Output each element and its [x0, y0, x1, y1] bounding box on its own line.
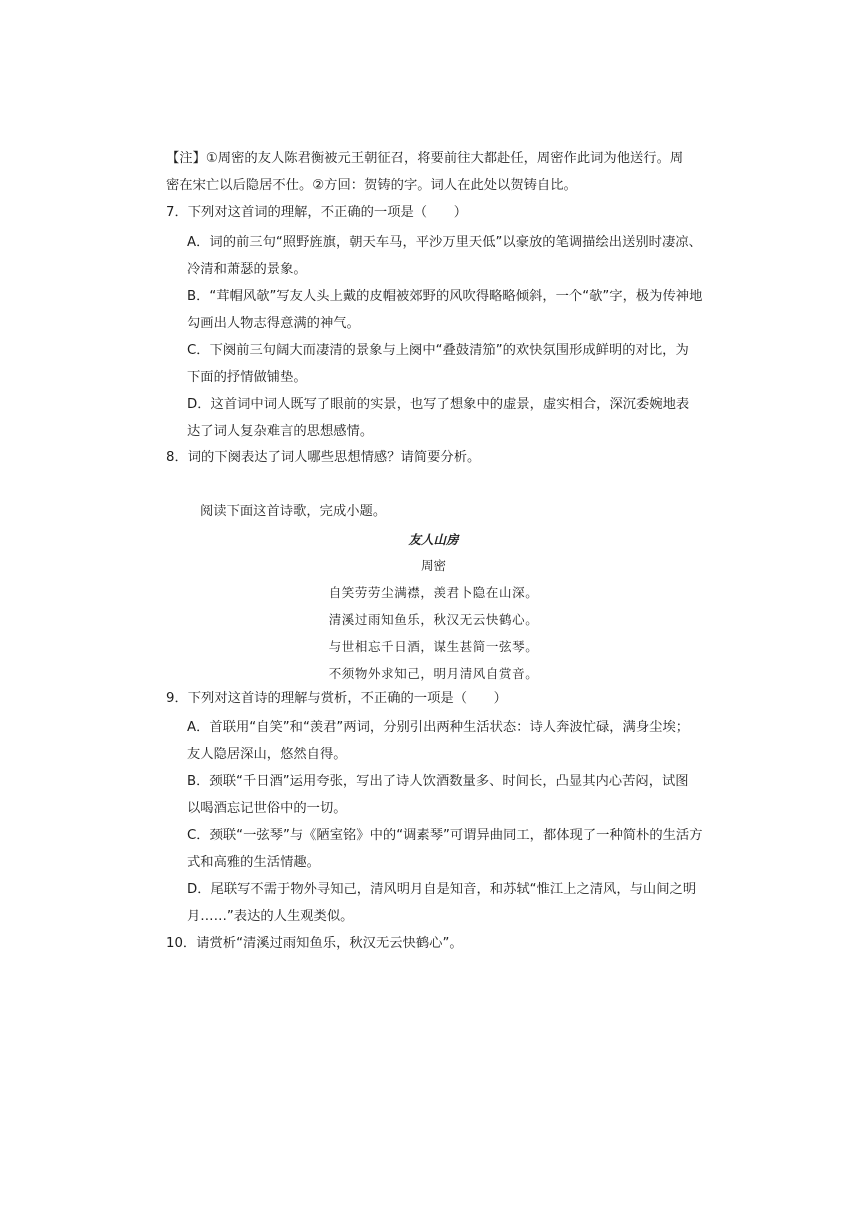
- q9-option-a-line-1: A．首联用“自笑”和“羡君”两词，分别引出两种生活状态：诗人奔波忙碌，满身尘埃；: [187, 720, 690, 735]
- q9-option-b-line-1: B．颈联“千日酒”运用夸张，写出了诗人饮酒数量多、时间长，凸显其内心苦闷，试图: [187, 774, 689, 789]
- q7-option-b-line-2: 勾画出人物志得意满的神气。: [187, 316, 360, 331]
- question-7-stem: 7．下列对这首词的理解，不正确的一项是（ ）: [166, 205, 467, 220]
- poem-line-4: 不须物外求知己，明月清风自赏音。: [328, 666, 539, 681]
- poem-line-2: 清溪过雨知鱼乐，秋汉无云快鹤心。: [328, 612, 539, 627]
- question-10-stem: 10．请赏析“清溪过雨知鱼乐，秋汉无云快鹤心”。: [166, 936, 463, 951]
- q7-option-c-line-1: C．下阕前三句阔大而凄清的景象与上阕中“叠鼓清笳”的欢快氛围形成鲜明的对比，为: [187, 343, 689, 358]
- q9-option-c-line-1: C．颈联“一弦琴”与《陋室铭》中的“调素琴”可谓异曲同工，都体现了一种简朴的生活方: [187, 828, 703, 843]
- poem-line-3: 与世相忘千日酒，谋生甚简一弦琴。: [328, 639, 539, 654]
- q7-option-b-line-1: B．“茸帽风欹”写友人头上戴的皮帽被郊野的风吹得略略倾斜，一个“欹”字，极为传神地: [187, 289, 703, 304]
- note-line-2: 密在宋亡以后隐居不仕。②方回：贺铸的字。词人在此处以贺铸自比。: [166, 178, 577, 193]
- q9-option-c-line-2: 式和高雅的生活情趣。: [187, 855, 320, 870]
- poem-title: 友人山房: [408, 532, 459, 547]
- q9-option-a-line-2: 友人隐居深山，悠然自得。: [187, 747, 347, 762]
- question-9-stem: 9．下列对这首诗的理解与赏析，不正确的一项是（ ）: [166, 691, 507, 706]
- poem-author: 周密: [420, 558, 446, 573]
- poem-line-1: 自笑劳劳尘满襟，羡君卜隐在山深。: [328, 585, 539, 600]
- q7-option-c-line-2: 下面的抒情做铺垫。: [187, 370, 307, 385]
- note-line-1: 【注】①周密的友人陈君衡被元王朝征召，将要前往大都赴任，周密作此词为他送行。周: [166, 151, 684, 166]
- q9-option-b-line-2: 以喝酒忘记世俗中的一切。: [187, 801, 347, 816]
- q7-option-a-line-1: A．词的前三句“照野旌旗，朝天车马，平沙万里天低”以豪放的笔调描绘出送别时凄凉、: [187, 235, 702, 250]
- q7-option-a-line-2: 冷清和萧瑟的景象。: [187, 262, 307, 277]
- q7-option-d-line-1: D．这首词中词人既写了眼前的实景，也写了想象中的虚景，虚实相合，深沉委婉地表: [187, 397, 690, 412]
- q9-option-d-line-1: D．尾联写不需于物外寻知己，清风明月自是知音，和苏轼“惟江上之清风，与山间之明: [187, 882, 697, 897]
- q7-option-d-line-2: 达了词人复杂难言的思想感情。: [187, 424, 374, 439]
- reading-instruction: 阅读下面这首诗歌，完成小题。: [200, 504, 387, 519]
- q9-option-d-line-2: 月……”表达的人生观类似。: [187, 909, 354, 924]
- question-8-stem: 8．词的下阕表达了词人哪些思想情感？请简要分析。: [166, 450, 481, 465]
